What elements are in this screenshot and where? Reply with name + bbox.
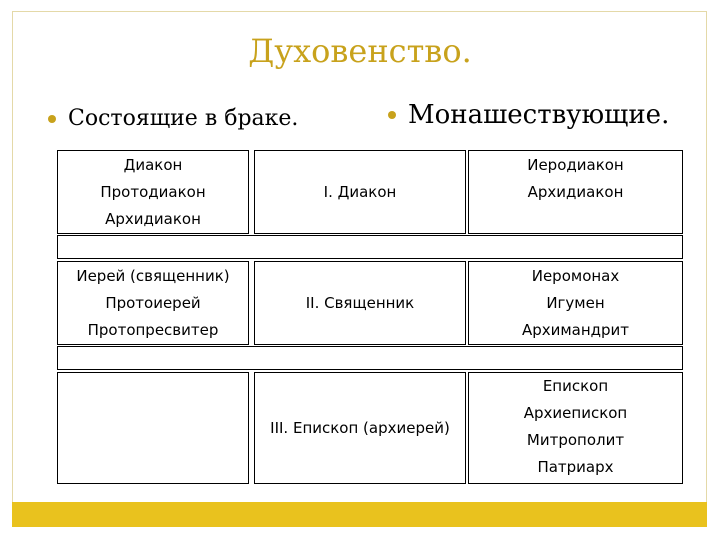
monastic-rank-item: Иеродиакон bbox=[527, 156, 624, 174]
table-spacer-row bbox=[57, 235, 683, 259]
heading-monastic-label: Монашествующие. bbox=[408, 100, 670, 130]
bottom-accent-bar bbox=[12, 502, 707, 527]
monastic-ranks-deacon bbox=[468, 150, 683, 234]
rank-label: I. Диакон bbox=[323, 182, 397, 201]
bullet-icon bbox=[388, 111, 396, 119]
monastic-rank-item: Архиепископ bbox=[523, 404, 628, 422]
bullet-icon bbox=[48, 115, 56, 123]
monastic-rank-item: Архимандрит bbox=[521, 320, 630, 339]
married-rank-item: Иерей (священник) bbox=[76, 267, 230, 285]
rank-bishop bbox=[254, 372, 466, 484]
married-rank-item: Диакон bbox=[123, 155, 183, 174]
married-ranks-bishop bbox=[57, 372, 249, 484]
married-ranks-priest bbox=[57, 261, 249, 345]
married-rank-item: Архидиакон bbox=[105, 209, 201, 228]
slide-title: Духовенство. bbox=[248, 32, 472, 70]
married-rank-item: Протодиакон bbox=[100, 182, 206, 201]
monastic-rank-item: Иеромонах bbox=[531, 266, 620, 285]
married-rank-item: Протопресвитер bbox=[87, 321, 219, 339]
rank-label: III. Епископ (архиерей) bbox=[270, 418, 450, 437]
table-spacer-row bbox=[57, 346, 683, 370]
heading-married bbox=[48, 106, 298, 131]
rank-label: II. Священник bbox=[305, 293, 415, 312]
monastic-rank-item: Митрополит bbox=[526, 431, 625, 449]
monastic-rank-item: Епископ bbox=[542, 377, 609, 395]
monastic-ranks-priest bbox=[468, 261, 683, 345]
rank-priest bbox=[254, 261, 466, 345]
rank-deacon bbox=[254, 150, 466, 234]
married-ranks-deacon bbox=[57, 150, 249, 234]
married-rank-item: Протоиерей bbox=[105, 294, 201, 312]
monastic-rank-item: Игумен bbox=[546, 293, 605, 312]
heading-monastic bbox=[388, 100, 669, 130]
monastic-ranks-bishop bbox=[468, 372, 683, 484]
monastic-rank-item: Патриарх bbox=[537, 458, 614, 476]
monastic-rank-item: Архидиакон bbox=[527, 183, 624, 201]
heading-married-label: Состоящие в браке. bbox=[68, 106, 299, 131]
